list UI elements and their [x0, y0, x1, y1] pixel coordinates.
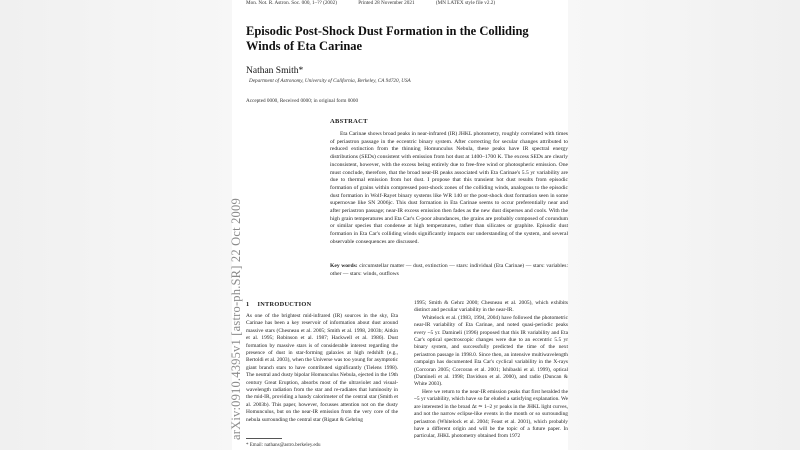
keywords-block: [330, 263, 568, 278]
section-heading: [246, 301, 311, 308]
printed-date: Printed 28 November 2021: [358, 0, 415, 6]
right-paragraph-1: 1995; Smith & Gehrz 2000; Chesneau et al. 2005), which exhibits distinct and peculiar variability in the near-IR.: [414, 300, 568, 314]
section-number: 1: [246, 301, 250, 308]
right-paragraph-2: [414, 315, 568, 389]
left-column-text: As one of the brightest mid-infrared (IR) sources in the sky, Eta Carinae has been a key reservoir of information about dust around massive stars (Chesneau et al. 2005; Smith et al. 1998, 2003b; Aitkin et al. 1995; Robinson et al. 1987; Hackwell et al. 1986). Dust formation by massive stars is of considerable interest regarding the presence of dust in star-forming galaxies at high redshift (e.g., Bertoldi et al. 2003), when the Universe was too young for asymptotic giant branch stars to have contributed significantly (Tielens 1998). The neutral and dusty bipolar Homunculus Nebula, ejected in the 19th century Great Eruption, absorbs most of the ultraviolet and visual-wavelength radiation from the star and re-radiates that luminosity in the mid-IR, providing a handy calorimeter of the central star (Smith et al. 2003b). This paper, however, focusses attention not on the dusty Homunculus, but on the near-IR emission from the very core of the nebula surrounding the central star (Rigaut & Gehring: [246, 313, 398, 423]
author-affiliation: Department of Astronomy, University of California, Berkeley, CA 94720, USA: [249, 78, 411, 84]
section-title: INTRODUCTION: [257, 301, 312, 308]
style-note: (MN LATEX style file v2.2): [435, 0, 496, 6]
right-paragraph-2-text: Whitelock et al. (1983, 1994, 2004) have followed the photometric near-IR variability of Eta Carinae, and noted quasi-periodic peaks every ~5 yr. Damineli (1996) proposed that this IR variability and Eta Car's optical spectroscopic changes were due to an eccentric 5.5 yr binary system, and successfully predicted the time of the next periastron passage in 1998.0. Since then, an intensive multiwavelength campaign has documented Eta Car's cyclical variability in the X-rays (Corcoran 2005; Corcoran et al. 2001; Ishibashi et al. 1999), optical (Damineli et al. 1998; Davidson et al. 2000), and radio (Duncan & White 2003).: [414, 314, 568, 388]
arxiv-sidebar-stamp: [229, 60, 241, 440]
running-head: [246, 0, 566, 6]
submission-dates: Accepted 0000, Received 0000; in original form 0000: [246, 98, 359, 104]
footnote-email: * Email: nathans@astro.berkeley.edu: [246, 443, 321, 448]
left-background: [0, 0, 232, 450]
right-paragraph-3: [414, 389, 568, 441]
right-background: [568, 0, 800, 450]
footnote-rule: [246, 438, 282, 439]
abstract-text: Eta Carinae shows broad peaks in near-infrared (IR) JHKL photometry, roughly correlated with times of periastron passage in the eccentric binary system. After correcting for secular changes attributed to reduced extinction from the thinning Homunculus Nebula, these peaks have IR spectral energy distributions (SEDs) consistent with emission from hot dust at 1400–1700 K. The excess SEDs are clearly inconsistent, however, with the excess being entirely due to free-free wind or photospheric emission. One must conclude, therefore, that the broad near-IR peaks associated with Eta Carinae's 5.5 yr variability are due to thermal emission from hot dust. I propose that this transient hot dust results from episodic formation of grains within compressed post-shock zones of the colliding winds, analogous to the episodic dust formation in Wolf-Rayet binary systems like WR 140 or the post-shock dust formation seen in some supernovae like SN 2006jc. This dust formation in Eta Carinae seems to occur preferentially near and after periastron passage; near-IR excess emission then fades as the new dust disperses and cools. With the high grain temperatures and Eta Car's C-poor abundances, the grains are probably composed of corundum or similar species that condense at high temperatures, rather than silicates or graphite. Episodic dust formation in Eta Car's colliding winds significantly impacts our understanding of the system, and several observable consequences are discussed.: [330, 131, 568, 245]
paper-title: Episodic Post-Shock Dust Formation in the Colliding Winds of Eta Carinae: [246, 24, 529, 53]
arxiv-id-label: arXiv:0910.4395v1 [astro-ph.SR] 22 Oct 2009: [229, 198, 243, 440]
abstract-heading: ABSTRACT: [330, 118, 368, 125]
abstract-body: [330, 131, 568, 247]
journal-citation: Mon. Not. R. Astron. Soc. 000, 1–?? (2002): [246, 0, 337, 6]
right-paragraph-3-text: Here we return to the near-IR emission peaks that first heralded the ~5 yr variability, which have so far eluded a satisfying explanation. We are interested in the broad Δt ≃ 1–2 yr peaks in the JHKL light curves, and not the narrow eclipse-like events in the month or so surrounding periastron (Whitelock et al. 2004; Feast et al. 2001), which probably have a different origin and will be the topic of a future paper. In particular, JHKL photometry obtained from 1972: [414, 388, 568, 440]
keywords-label: Key words:: [330, 263, 358, 269]
keywords-text: circumstellar matter — dust, extinction — stars: individual (Eta Carinae) — stars: variables: other — stars: winds, outflows: [330, 263, 569, 277]
right-column: [414, 300, 568, 441]
author-name: Nathan Smith*: [246, 66, 304, 76]
